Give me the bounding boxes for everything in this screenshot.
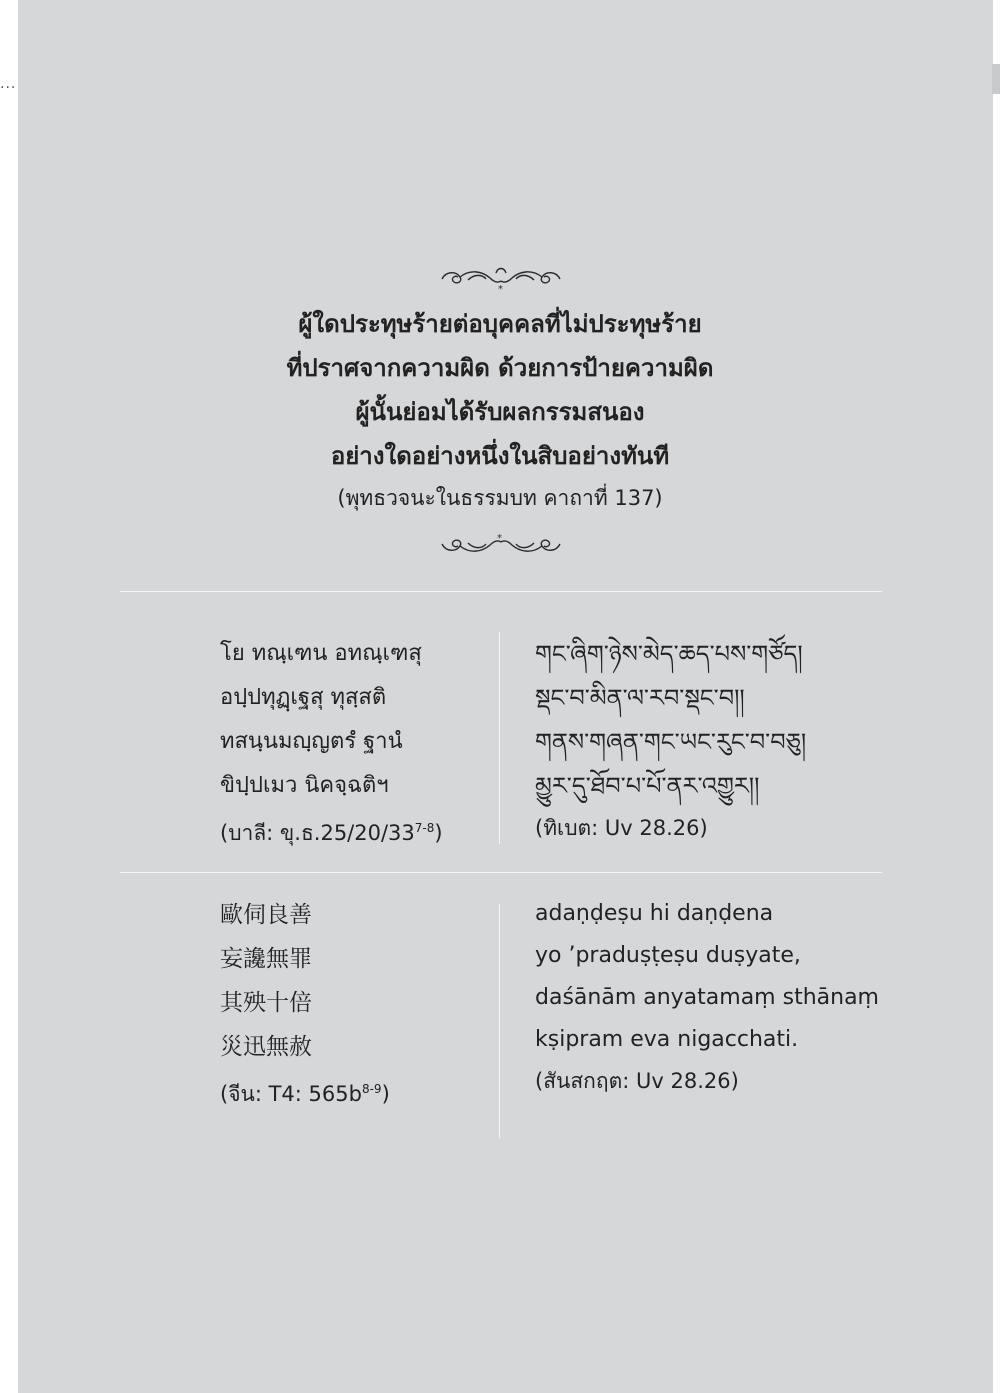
tibetan-source: (ทิเบต: Uv 28.26) — [535, 816, 708, 840]
sanskrit-line: daśānām anyatamaṃ sthānaṃ — [535, 985, 879, 1010]
edge-marker: ... — [0, 76, 17, 92]
chinese-line: 歐伺良善 — [220, 902, 312, 928]
pali-line: ทสนฺนมญฺญตรํ ฐานํ — [220, 729, 403, 754]
tibetan-line: གང་ཞིག་ཉེས་མེད་ཆད་པས་གཙོད། — [535, 640, 803, 668]
verse-line: ที่ปราศจากความผิด ด้วยการป้ายความผิด — [286, 353, 714, 382]
column-divider — [499, 904, 500, 1138]
pali-source: (บาลี: ขุ.ธ.25/20/33$^{7-8}$) — [220, 821, 443, 845]
verse-line: ผู้นั้นย่อมได้รับผลกรรมสนอง — [355, 397, 645, 426]
sanskrit-verse-block — [535, 893, 879, 1101]
chinese-line: 災迅無赦 — [220, 1034, 312, 1060]
verse-line: ผู้ใดประทุษร้ายต่อบุคคลที่ไม่ประทุษร้าย — [298, 309, 702, 338]
tibetan-line: མྱུར་དུ་ཐོབ་པ་པོ་ནར་འགྱུར།། — [535, 772, 760, 800]
tibetan-verse-block — [535, 632, 806, 848]
horizontal-divider — [120, 872, 882, 873]
document-page — [18, 0, 993, 1393]
chinese-verse-block — [220, 893, 390, 1114]
top-flourish-ornament — [438, 263, 564, 293]
verse-source: (พุทธวจนะในธรรมบท คาถาที่ 137) — [337, 486, 663, 510]
verse-block — [200, 302, 800, 518]
sanskrit-line: kṣipram eva nigacchati. — [535, 1027, 799, 1052]
sanskrit-line: yo ’praduṣṭeṣu duṣyate, — [535, 943, 801, 968]
page-edge-tab — [992, 64, 1000, 94]
horizontal-divider — [120, 591, 882, 592]
bottom-flourish-ornament — [438, 530, 564, 560]
verse-line: อย่างใดอย่างหนึ่งในสิบอย่างทันที — [330, 441, 670, 470]
chinese-line: 妄讒無罪 — [220, 946, 312, 972]
pali-line: อปฺปทุฏฺเฐสุ ทุสฺสติ — [220, 685, 387, 710]
tibetan-line: གནས་གཞན་གང་ཡང་རུང་བ་བཅུ། — [535, 728, 807, 756]
pali-line: โย ทณฺเฑน อทณฺเฑสุ — [220, 641, 422, 666]
chinese-line: 其殃十倍 — [220, 990, 312, 1016]
pali-verse-block — [220, 632, 443, 853]
svg-text:*: * — [498, 284, 503, 293]
column-divider — [499, 632, 500, 844]
tibetan-line: སྡང་བ་མིན་ལ་རབ་སྡང་བ།། — [535, 684, 745, 712]
chinese-source: (จีน: T4: $565b^{8-9}$) — [220, 1082, 390, 1106]
svg-text:*: * — [497, 533, 502, 544]
pali-line: ขิปฺปเมว นิคจฺฉติฯ — [220, 773, 389, 798]
sanskrit-line: adaṇḍeṣu hi daṇḍena — [535, 901, 774, 926]
sanskrit-source: (สันสกฤต: Uv 28.26) — [535, 1069, 739, 1093]
